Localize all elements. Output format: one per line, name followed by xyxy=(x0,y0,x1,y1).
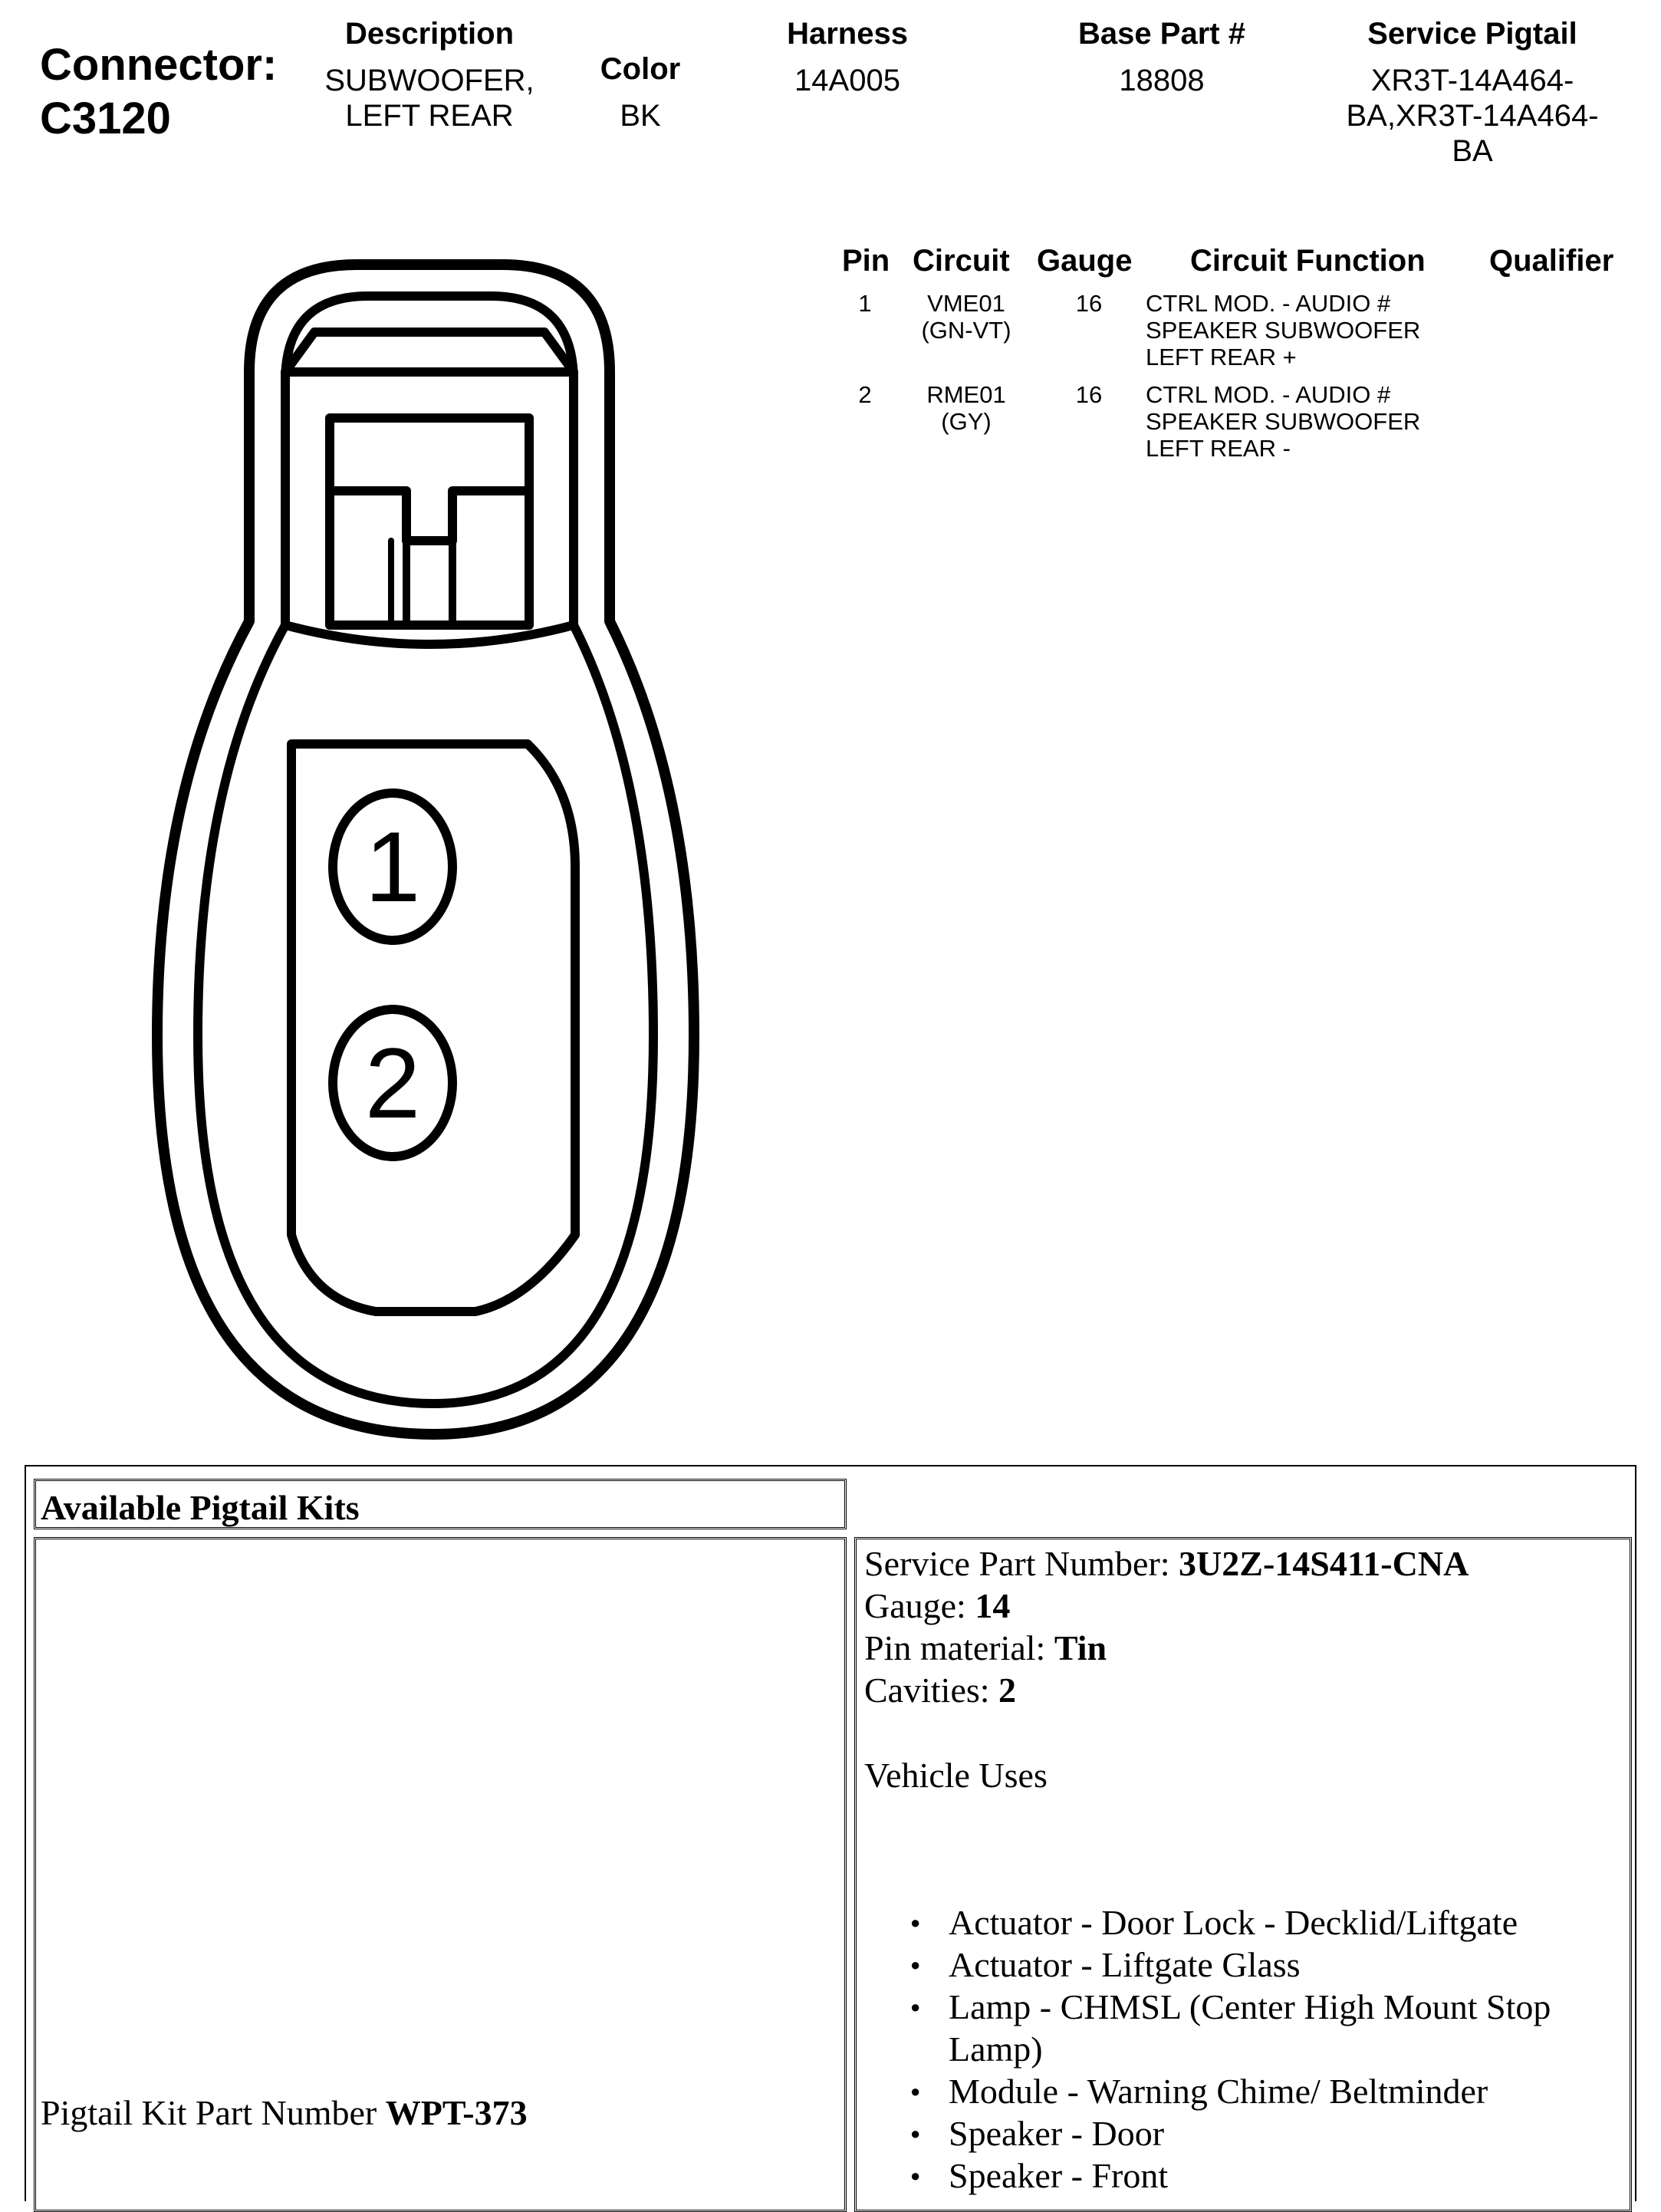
color-label: Color xyxy=(600,52,681,86)
pin-1-label: 1 xyxy=(364,811,421,923)
circuit-code: VME01 xyxy=(927,290,1005,317)
function-line: SPEAKER SUBWOOFER xyxy=(1146,408,1421,435)
list-item: ● Module - Warning Chime/ Beltminder xyxy=(949,2070,1623,2112)
circuit-color: (GY) xyxy=(941,408,992,435)
description-line: SUBWOOFER, xyxy=(324,64,534,97)
circuit-function-cell xyxy=(1146,290,1483,370)
pin-number: 2 xyxy=(858,381,872,408)
pin-number: 1 xyxy=(858,290,872,317)
function-line: CTRL MOD. - AUDIO # xyxy=(1146,290,1391,317)
circuit-cell xyxy=(897,290,1035,344)
pin-header: Pin xyxy=(842,244,890,278)
description-line: LEFT REAR xyxy=(345,99,514,133)
circuit-function-header: Circuit Function xyxy=(1190,244,1426,278)
connector-face-diagram xyxy=(146,253,706,1450)
kit-part-label: Pigtail Kit Part Number xyxy=(41,2093,386,2132)
color-value: BK xyxy=(620,99,661,133)
connector-id: C3120 xyxy=(40,94,171,143)
circuit-code: RME01 xyxy=(926,381,1006,408)
circuit-color: (GN-VT) xyxy=(921,317,1011,344)
function-line: LEFT REAR + xyxy=(1146,344,1297,370)
service-part-value: 3U2Z-14S411-CNA xyxy=(1179,1544,1469,1583)
harness-value: 14A005 xyxy=(794,64,900,97)
service-part-label: Service Part Number: xyxy=(864,1544,1179,1583)
description-label: Description xyxy=(344,17,515,51)
list-item: ● Actuator - Liftgate Glass xyxy=(949,1944,1623,1986)
function-line: CTRL MOD. - AUDIO # xyxy=(1146,381,1391,408)
list-item: ● Lamp - CHMSL (Center High Mount Stop Lamp) xyxy=(949,1986,1623,2070)
service-pigtail-line: BA xyxy=(1452,134,1493,168)
base-part-label: Base Part # xyxy=(1078,17,1245,51)
qualifier-header: Qualifier xyxy=(1489,244,1614,278)
pigtail-kits-title: Available Pigtail Kits xyxy=(41,1488,360,1527)
gauge-cell: 16 xyxy=(1075,290,1103,317)
base-part-value: 18808 xyxy=(1119,64,1205,97)
cavities-value: 2 xyxy=(998,1671,1017,1710)
cavities-line xyxy=(864,1669,1016,1712)
description-value xyxy=(291,63,567,133)
vehicle-uses-heading: Vehicle Uses xyxy=(864,1756,1048,1795)
vehicle-uses-list xyxy=(949,1901,1623,2197)
service-pigtail-label: Service Pigtail xyxy=(1367,17,1577,51)
function-line: SPEAKER SUBWOOFER xyxy=(1146,317,1421,344)
pin-material-value: Tin xyxy=(1054,1628,1107,1667)
list-item: ● Actuator - Door Lock - Decklid/Liftgate xyxy=(949,1901,1623,1944)
gauge-line xyxy=(864,1585,1010,1628)
pin-2-label: 2 xyxy=(364,1027,421,1139)
pin-material-label: Pin material: xyxy=(864,1628,1054,1667)
pigtail-kits-table xyxy=(25,1465,1636,2201)
service-pigtail-line: BA,XR3T-14A464- xyxy=(1346,99,1599,133)
connector-outer-shell xyxy=(157,265,694,1434)
pigtail-kit-details-cell xyxy=(854,1537,1632,2212)
list-item: ● Speaker - Door xyxy=(949,2112,1623,2154)
connector-inner-shell xyxy=(198,296,653,1404)
service-pigtail-value xyxy=(1304,63,1641,169)
pigtail-kit-image-cell xyxy=(34,1537,847,2212)
pin-material-line xyxy=(864,1627,1107,1670)
circuit-function-cell xyxy=(1146,381,1483,462)
kit-part-value: WPT-373 xyxy=(385,2093,528,2132)
cavities-label: Cavities: xyxy=(864,1671,999,1710)
service-part-number-line xyxy=(864,1542,1469,1585)
pigtail-kits-title-cell xyxy=(34,1479,847,1529)
circuit-cell xyxy=(897,381,1035,435)
latch-inner xyxy=(330,418,529,625)
kit-gauge-label: Gauge: xyxy=(864,1586,975,1625)
harness-label: Harness xyxy=(787,17,908,51)
connector-title xyxy=(40,38,277,146)
gauge-header: Gauge xyxy=(1037,244,1133,278)
latch-block-top xyxy=(285,332,574,372)
latch-tab xyxy=(330,491,529,541)
connector-label: Connector: xyxy=(40,40,278,90)
circuit-header: Circuit xyxy=(913,244,1010,278)
kit-gauge-value: 14 xyxy=(975,1586,1011,1625)
service-pigtail-line: XR3T-14A464- xyxy=(1370,64,1574,97)
list-item: ● Speaker - Front xyxy=(949,2154,1623,2197)
function-line: LEFT REAR - xyxy=(1146,435,1291,462)
pigtail-kit-part-number xyxy=(41,2092,528,2133)
gauge-cell: 16 xyxy=(1075,381,1103,408)
